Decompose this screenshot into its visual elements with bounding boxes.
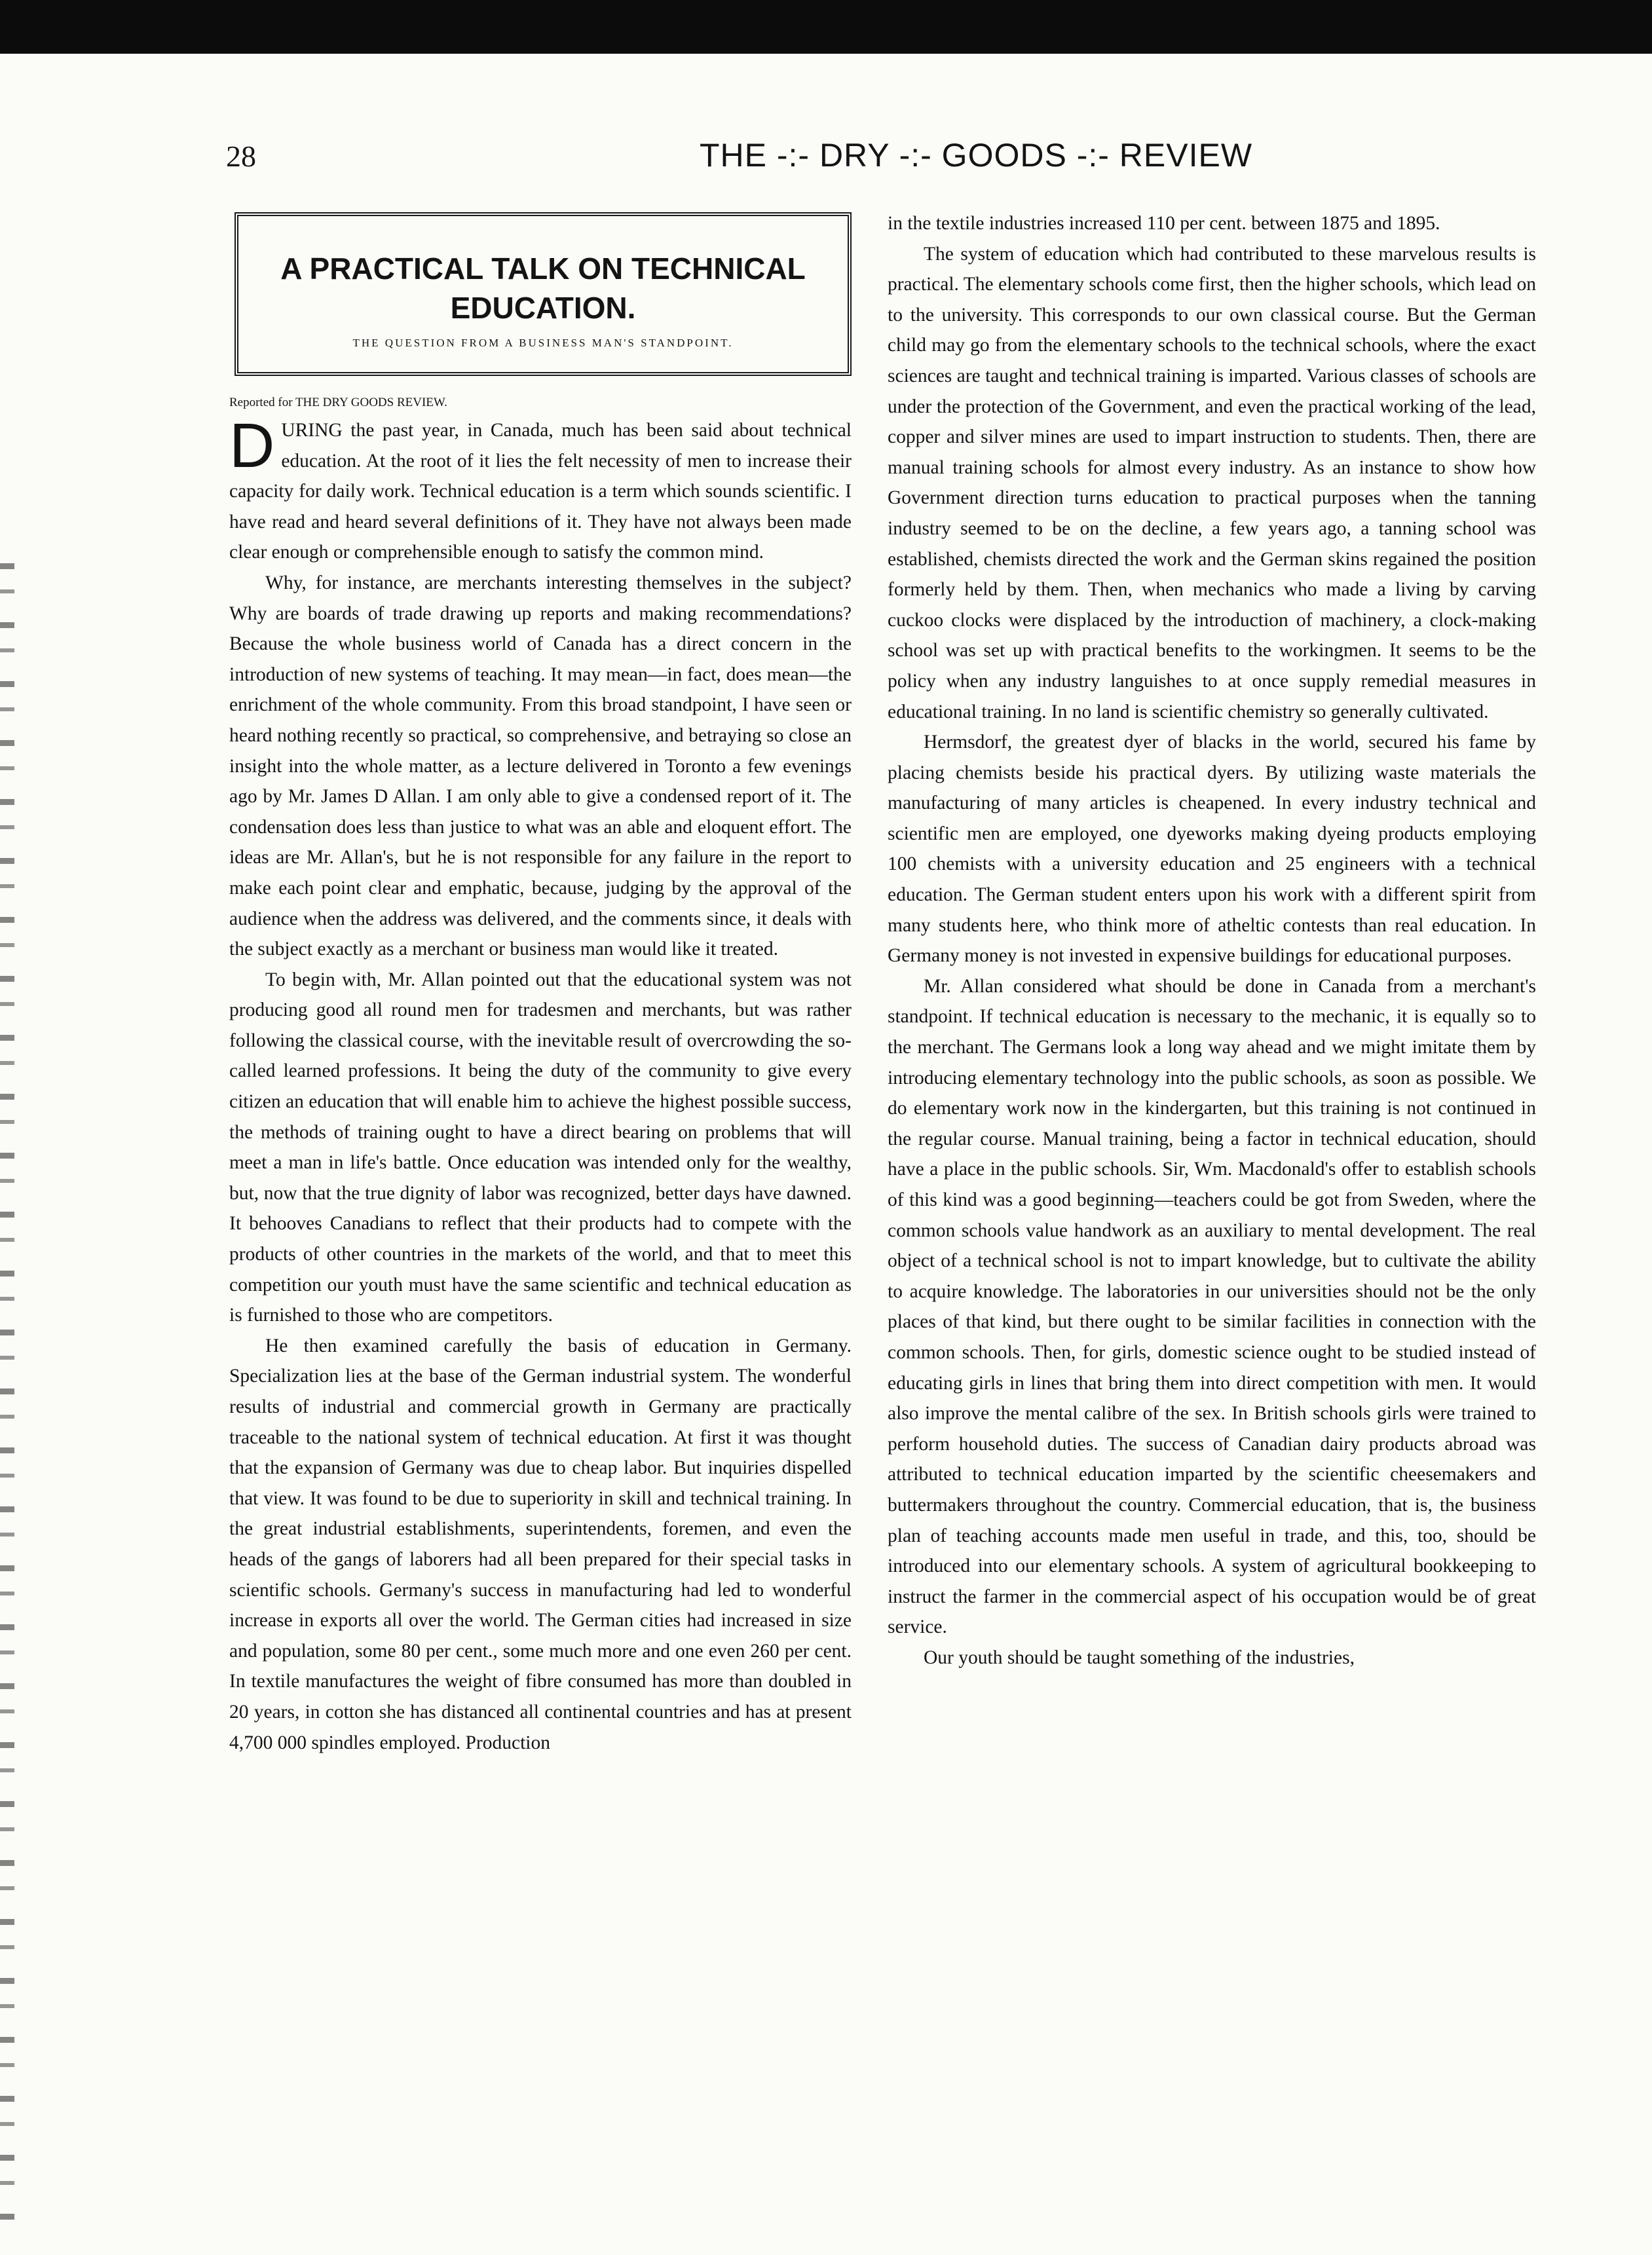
scan-top-border <box>0 0 1652 54</box>
paragraph-text: URING the past year, in Canada, much has been said about technical education. At the root of it lies the felt necessity of men to increase their capacity for daily work. Technical education is a term which sounds scientific. I have read and heard several definitions of it. They have not always been made clear enough or comprehensible enough to satisfy the common mind. <box>229 420 852 563</box>
paragraph: He then examined carefully the basis of education in Germany. Specialization lies at the base of the German industrial system. The wonderful results of industrial and commercial growth in Germany are practically traceable to the national system of technical education. At first it was thought that the expansion of Germany was due to cheap labor. But inquiries dispelled that view. It was found to be due to superiority in skill and technical training. In the great industrial establishments, superintendents, foremen, and even the heads of the gangs of laborers had all been prepared for their special tasks in scientific schools. Germany's success in manufacturing had led to wonderful increase in exports all over the world. The German cities had increased in size and population, some 80 per cent., some much more and one even 260 per cent. In textile manufactures the weight of fibre consumed has more than doubled in 20 years, in cotton she has distanced all continental countries and has at present 4,700 000 spindles employed. Production <box>229 1335 852 1753</box>
paragraph: Hermsdorf, the greatest dyer of blacks in the world, secured his fame by placing chemists beside his practical dyers. By utilizing waste materials the manufacturing of many articles is cheapened. In every industry technical and scientific men are employed, one dyeworks making dyeing products employing 100 chemists with a university education and 25 engineers with a technical education. The German student enters upon his work with a different spirit from many students here, who think more of atheltic contests than real education. In Germany money is not invested in expensive buildings for educational purposes. <box>888 732 1536 967</box>
paragraph: in the textile industries increased 110 per cent. between 1875 and 1895. <box>888 213 1440 234</box>
article-headline: A PRACTICAL TALK ON TECHNICAL EDUCATION. <box>280 252 806 325</box>
article-subheadline: THE QUESTION FROM A BUSINESS MAN'S STANDPOINT. <box>352 337 734 349</box>
paragraph: To begin with, Mr. Allan pointed out that the educational system was not producing good all round men for tradesmen and merchants, but was rather following the classical course, with the inevitable result of overcrowding the so-called learned professions. It being the duty of the community to give every citizen an education that will enable him to achieve the highest possible success, the methods of training ought to have a direct bearing on problems that will meet a man in life's battle. Once education was intended only for the wealthy, but, now that the true dignity of labor was recognized, better days have dawned. It behooves Canadians to reflect that their products had to compete with the products of other countries in the markets of the world, and that to meet this competition our youth must have the same scientific and technical education as is furnished to those who are competitors. <box>229 969 852 1326</box>
article-credit: Reported for THE DRY GOODS REVIEW. <box>229 396 447 409</box>
paragraph: Our youth should be taught something of the industries, <box>924 1647 1355 1668</box>
paragraph: The system of education which had contributed to these marvelous results is practical. The elementary schools come first, then the higher schools, which lead on to the university. This corresponds to our own classical course. But the German child may go from the elementary schools to the technical schools, where the exact sciences are taught and technical training is imparted. Various classes of schools are under the protection of the Government, and even the practical working of the lead, copper and silver mines are used to impart instruction to students. Then, there are manual training schools for almost every industry. As an instance to show how Government direction turns education to practical purposes when the tanning industry seemed to be on the decline, a few years ago, a tanning school was established, chemists directed the work and the German skins regained the position formerly held by them. Then, when mechanics who made a living by carving cuckoo clocks were displaced by the introduction of machinery, a clock-making school was set up with practical benefits to the workingmen. It seems to be the policy when any industry languishes to at once supply remedial measures in educational training. In no land is scientific chemistry so generally cultivated. <box>888 243 1536 722</box>
article-title-box <box>235 212 852 376</box>
paragraph <box>229 411 852 568</box>
right-column <box>888 208 1536 1673</box>
left-column <box>229 208 852 1758</box>
paragraph: Mr. Allan considered what should be done in Canada from a merchant's standpoint. If technical education is necessary to the mechanic, it is equally so to the merchant. The Germans look a long way ahead and we might imitate them by introducing elementary technology into the public schools, as soon as possible. We do elementary work now in the kindergarten, but this training is not continued in the regular course. Manual training, being a factor in technical education, should have a place in the public schools. Sir, Wm. Macdonald's offer to establish schools of this kind was a good beginning—teachers could be got from Sweden, where the common schools value handwork as an auxiliary to mental development. The real object of a technical school is not to impart knowledge, but to cultivate the ability to acquire knowledge. The laboratories in our universities should not be the only places of that kind, but there ought to be similar facilities in connection with the common schools. Then, for girls, domestic science ought to be studied instead of educating girls in lines that bring them into direct competition with men. It would also improve the mental calibre of the sex. In British schools girls were trained to perform household duties. The success of Canadian dairy products abroad was attributed to technical education imparted by the scientific cheesemakers and buttermakers throughout the country. Commercial education, that is, the business plan of teaching accounts made men useful in trade, and this, too, should be introduced into our elementary schools. A system of agricultural bookkeeping to instruct the farmer in the commercial aspect of his occupation would be of great service. <box>888 975 1536 1638</box>
page-number: 28 <box>226 140 256 173</box>
scan-binding-edge <box>0 563 14 2240</box>
journal-title: THE -:- DRY -:- GOODS -:- REVIEW <box>699 137 1253 174</box>
drop-cap: D <box>229 411 275 481</box>
paragraph: Why, for instance, are merchants interesting themselves in the subject? Why are boards of trade drawing up reports and making recommendations? Because the whole business world of Canada has a direct concern in the introduction of new systems of teaching. It may mean—in fact, does mean—the enrichment of the whole community. From this broad standpoint, I have seen or heard nothing recently so practical, so comprehensive, and betraying so close an insight into the whole matter, as a lecture delivered in Toronto a few evenings ago by Mr. James D Allan. I am only able to give a condensed report of it. The condensation does less than justice to what was an able and eloquent effort. The ideas are Mr. Allan's, but he is not responsible for any failure in the report to make each point clear and emphatic, because, judging by the approval of the audience when the address was delivered, and the comments since, it deals with the subject exactly as a merchant or business man would like it treated. <box>229 572 852 960</box>
running-head <box>226 136 1530 189</box>
